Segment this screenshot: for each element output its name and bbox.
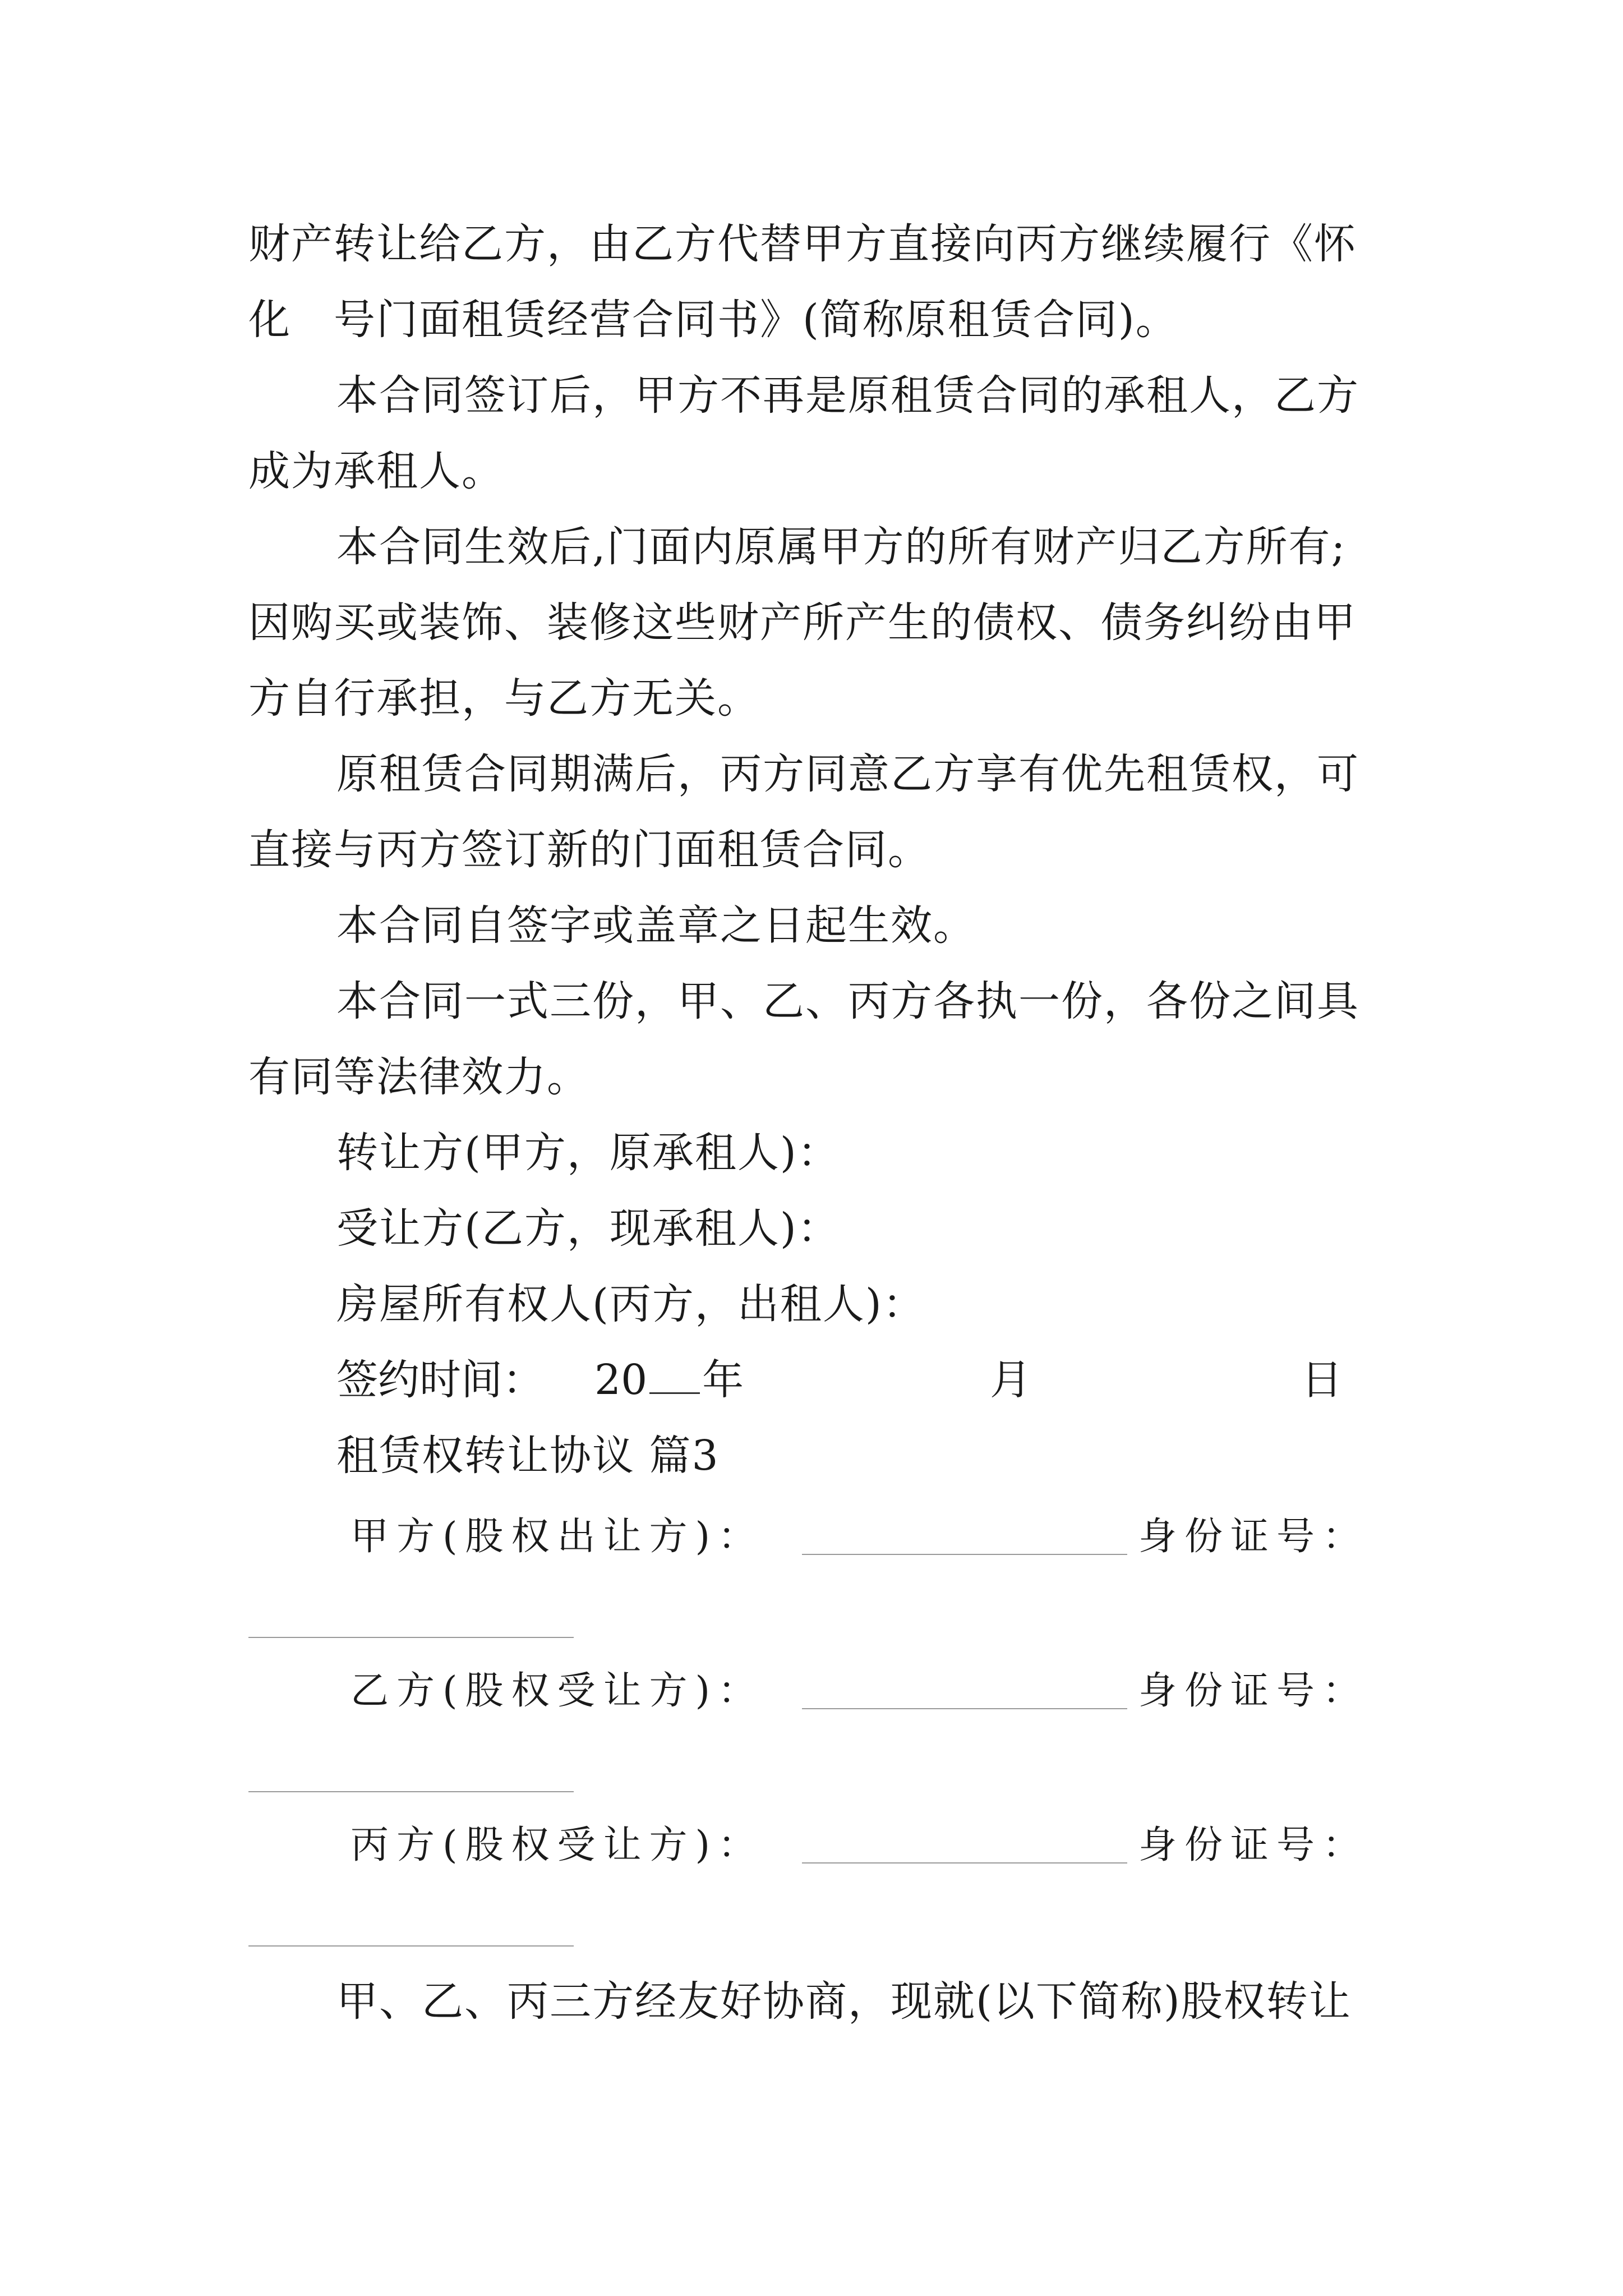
paragraph-line: 因购买或装饰、装修这些财产所产生的债权、债务纠纷由甲	[248, 599, 1357, 647]
paragraph-line: 化 号门面租赁经营合同书》(简称原租赁合同)。	[248, 296, 1178, 344]
section-title: 租赁权转让协议 篇3	[336, 1432, 720, 1480]
party-c-label: 丙方(股权受让方)：	[351, 1823, 764, 1867]
party-c-id-blank	[248, 1945, 574, 1947]
paragraph-line: 财产转让给乙方，由乙方代替甲方直接向丙方继续履行《怀	[248, 220, 1357, 268]
party-b-id-label: 身份证号：	[1138, 1669, 1369, 1713]
paragraph-line: 有同等法律效力。	[248, 1053, 589, 1101]
closing-line: 甲、乙、丙三方经友好协商，现就(以下简称)股权转让	[336, 1977, 1352, 2026]
party-a-label: 甲方(股权出让方)：	[351, 1515, 764, 1559]
party-b-id-blank	[248, 1791, 574, 1792]
paragraph-line: 方自行承担，与乙方无关。	[248, 674, 760, 723]
paragraph-line: 本合同一式三份，甲、乙、丙方各执一份，各份之间具	[336, 977, 1359, 1025]
paragraph-line: 成为承租人。	[248, 447, 504, 495]
party-c-id-label: 身份证号：	[1138, 1823, 1369, 1867]
paragraph-line: 本合同签订后，甲方不再是原租赁合同的承租人，乙方	[336, 371, 1359, 420]
date-label: 签约时间：	[336, 1356, 544, 1404]
party-b-name-blank	[802, 1708, 1127, 1709]
date-month: 月	[990, 1356, 1031, 1404]
date-year: 20 年	[594, 1356, 744, 1404]
paragraph-line: 本合同生效后,门面内原属甲方的所有财产归乙方所有;	[336, 523, 1347, 571]
party-a-id-label: 身份证号：	[1138, 1515, 1369, 1559]
party-a-name-blank	[802, 1554, 1127, 1555]
paragraph-line: 原租赁合同期满后，丙方同意乙方享有优先租赁权，可	[336, 750, 1359, 798]
party-b-label: 乙方(股权受让方)：	[351, 1669, 764, 1713]
party-a-id-blank	[248, 1637, 574, 1638]
party-c-name-blank	[802, 1862, 1127, 1864]
date-day: 日	[1301, 1356, 1343, 1404]
signature-transferor: 转让方(甲方，原承租人)：	[336, 1129, 840, 1177]
signature-transferee: 受让方(乙方，现承租人)：	[336, 1204, 840, 1253]
paragraph-line: 直接与丙方签订新的门面租赁合同。	[248, 826, 930, 874]
paragraph-line: 本合同自签字或盖章之日起生效。	[336, 901, 976, 950]
signature-owner: 房屋所有权人(丙方，出租人)：	[336, 1280, 925, 1328]
